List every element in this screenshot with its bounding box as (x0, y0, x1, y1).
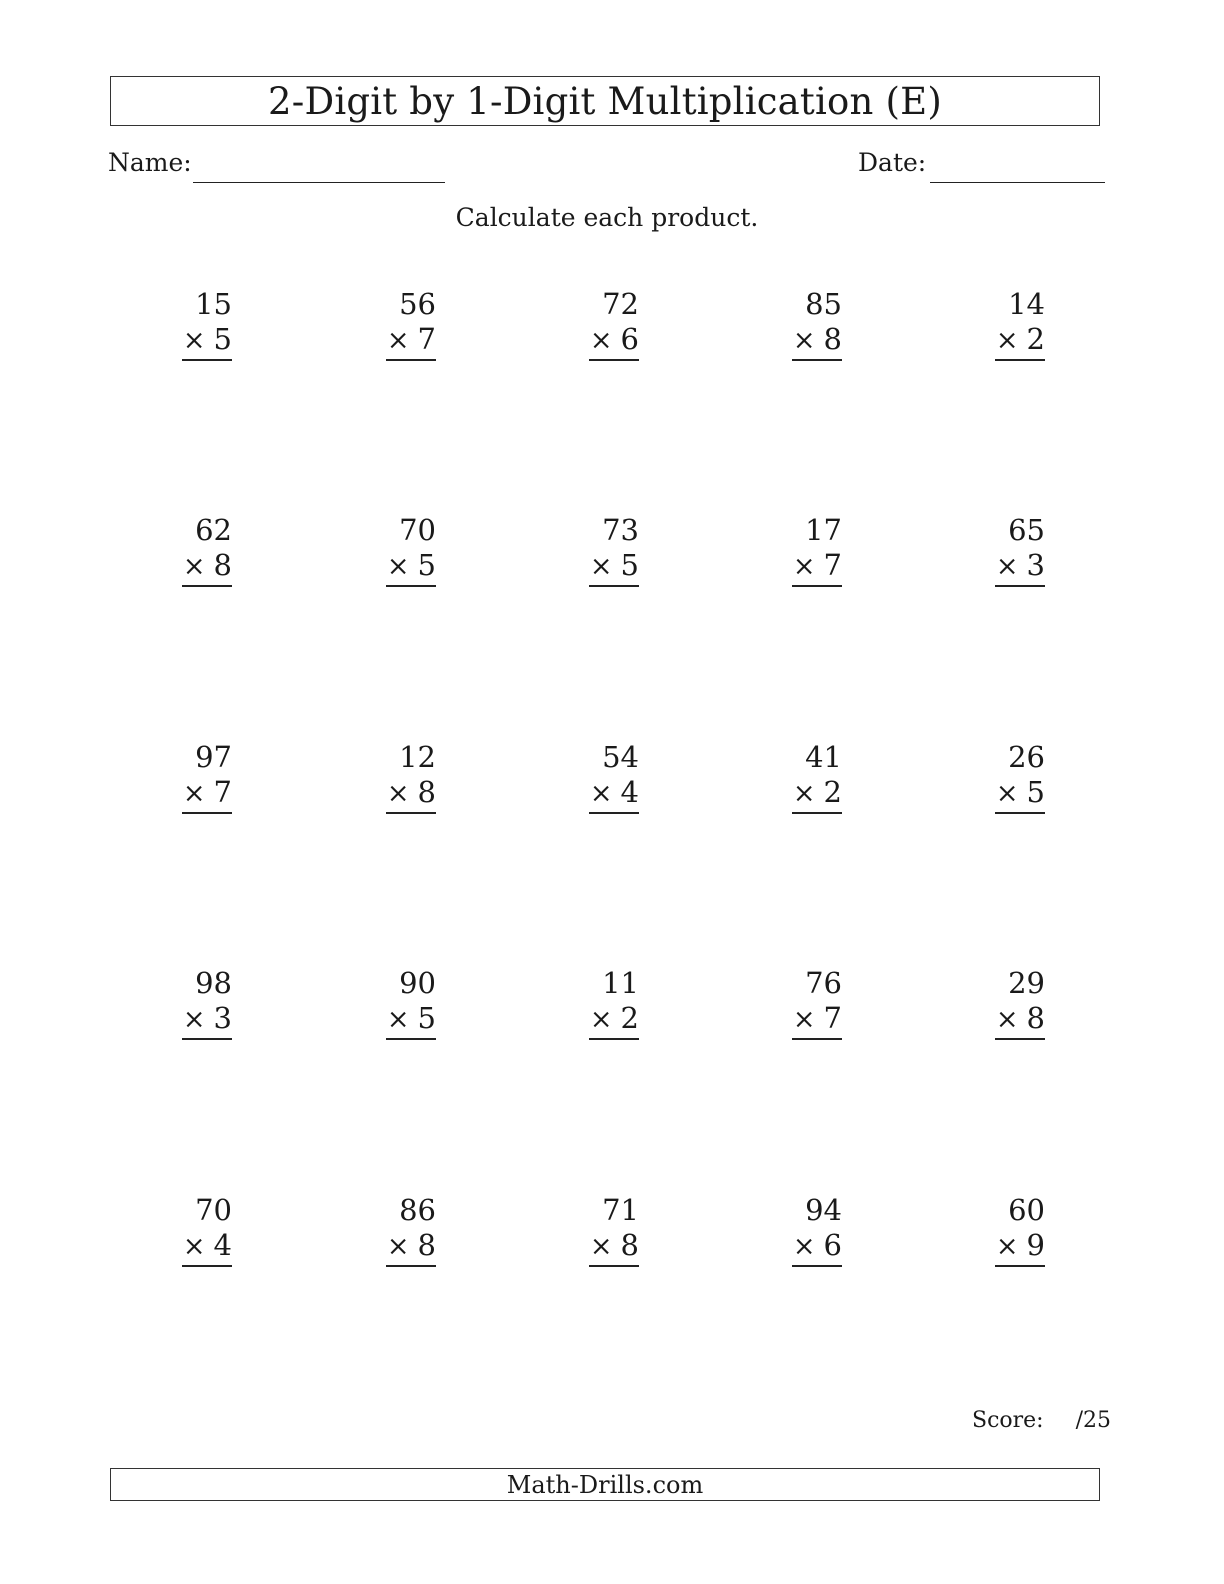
multiplier-row (183, 322, 232, 358)
multiplier-row (793, 1001, 842, 1037)
problem-10 (935, 513, 1045, 593)
multiplier-row (996, 1001, 1045, 1037)
multiplier-row (387, 1228, 436, 1264)
multiplier: 5 (213, 322, 232, 356)
multiplier: 5 (620, 548, 639, 582)
times-icon: × (589, 325, 613, 356)
multiplicand: 70 (399, 513, 436, 547)
times-icon: × (386, 1231, 410, 1262)
answer-line (995, 1265, 1045, 1267)
multiplicand: 94 (805, 1193, 842, 1227)
times-icon: × (995, 1004, 1019, 1035)
answer-line (995, 585, 1045, 587)
answer-line (589, 359, 639, 361)
multiplicand: 56 (399, 287, 436, 321)
problem-16 (122, 966, 232, 1046)
multiplier: 7 (213, 775, 232, 809)
times-icon: × (182, 1231, 206, 1262)
multiplicand: 65 (1008, 513, 1045, 547)
problem-6 (122, 513, 232, 593)
multiplier-row (183, 1001, 232, 1037)
answer-line (792, 1265, 842, 1267)
problem-15 (935, 740, 1045, 820)
multiplicand: 98 (195, 966, 232, 1000)
times-icon: × (182, 778, 206, 809)
problem-21 (122, 1193, 232, 1273)
multiplicand: 73 (602, 513, 639, 547)
multiplicand: 54 (602, 740, 639, 774)
multiplier: 7 (823, 548, 842, 582)
score-label: Score: (972, 1408, 1044, 1433)
times-icon: × (792, 325, 816, 356)
times-icon: × (182, 325, 206, 356)
problem-9 (732, 513, 842, 593)
multiplicand: 29 (1008, 966, 1045, 1000)
times-icon: × (182, 1004, 206, 1035)
answer-line (386, 585, 436, 587)
problem-19 (732, 966, 842, 1046)
multiplier: 6 (823, 1228, 842, 1262)
times-icon: × (589, 1004, 613, 1035)
multiplier: 8 (823, 322, 842, 356)
answer-line (792, 812, 842, 814)
times-icon: × (386, 551, 410, 582)
multiplier-row (387, 1001, 436, 1037)
answer-line (182, 359, 232, 361)
answer-line (995, 1038, 1045, 1040)
multiplier-row (996, 1228, 1045, 1264)
footer-box (110, 1468, 1100, 1501)
answer-line (589, 1038, 639, 1040)
multiplier-row (590, 548, 639, 584)
problem-18 (529, 966, 639, 1046)
multiplicand: 86 (399, 1193, 436, 1227)
multiplier: 4 (213, 1228, 232, 1262)
worksheet-title: 2-Digit by 1-Digit Multiplication (E) (268, 79, 942, 123)
times-icon: × (386, 1004, 410, 1035)
times-icon: × (792, 778, 816, 809)
multiplier-row (183, 1228, 232, 1264)
times-icon: × (792, 1004, 816, 1035)
multiplier-row (793, 548, 842, 584)
times-icon: × (386, 778, 410, 809)
multiplier-row (183, 775, 232, 811)
times-icon: × (589, 778, 613, 809)
times-icon: × (792, 1231, 816, 1262)
answer-line (589, 1265, 639, 1267)
multiplier: 4 (620, 775, 639, 809)
problem-2 (326, 287, 436, 367)
times-icon: × (182, 551, 206, 582)
problem-3 (529, 287, 639, 367)
problem-22 (326, 1193, 436, 1273)
multiplier-row (793, 322, 842, 358)
problem-14 (732, 740, 842, 820)
answer-line (182, 1265, 232, 1267)
times-icon: × (995, 778, 1019, 809)
problem-12 (326, 740, 436, 820)
multiplier: 8 (417, 775, 436, 809)
multiplier-row (183, 548, 232, 584)
problem-13 (529, 740, 639, 820)
answer-line (182, 812, 232, 814)
multiplier-row (793, 1228, 842, 1264)
multiplier-row (387, 548, 436, 584)
problem-4 (732, 287, 842, 367)
multiplier: 3 (213, 1001, 232, 1035)
multiplier-row (996, 548, 1045, 584)
answer-line (995, 812, 1045, 814)
times-icon: × (995, 325, 1019, 356)
multiplier: 8 (417, 1228, 436, 1262)
multiplier-row (387, 322, 436, 358)
multiplier-row (996, 322, 1045, 358)
answer-line (995, 359, 1045, 361)
answer-line (589, 585, 639, 587)
name-label: Name: (108, 148, 192, 177)
problem-5 (935, 287, 1045, 367)
multiplier: 7 (417, 322, 436, 356)
multiplier: 2 (1026, 322, 1045, 356)
problem-8 (529, 513, 639, 593)
multiplier: 5 (1026, 775, 1045, 809)
multiplicand: 41 (805, 740, 842, 774)
times-icon: × (589, 551, 613, 582)
multiplicand: 11 (602, 966, 639, 1000)
problem-25 (935, 1193, 1045, 1273)
multiplier: 6 (620, 322, 639, 356)
answer-line (386, 1265, 436, 1267)
multiplicand: 85 (805, 287, 842, 321)
multiplicand: 15 (195, 287, 232, 321)
multiplicand: 70 (195, 1193, 232, 1227)
answer-line (386, 359, 436, 361)
multiplier-row (590, 322, 639, 358)
multiplicand: 26 (1008, 740, 1045, 774)
multiplicand: 17 (805, 513, 842, 547)
multiplier-row (590, 1001, 639, 1037)
multiplier-row (793, 775, 842, 811)
score-total: /25 (1075, 1408, 1111, 1433)
multiplier: 2 (823, 775, 842, 809)
score (972, 1408, 1111, 1433)
multiplier-row (590, 775, 639, 811)
multiplicand: 72 (602, 287, 639, 321)
multiplier: 5 (417, 1001, 436, 1035)
multiplier-row (387, 775, 436, 811)
answer-line (386, 1038, 436, 1040)
times-icon: × (995, 1231, 1019, 1262)
times-icon: × (995, 551, 1019, 582)
multiplier-row (590, 1228, 639, 1264)
problem-1 (122, 287, 232, 367)
problem-20 (935, 966, 1045, 1046)
times-icon: × (792, 551, 816, 582)
answer-line (182, 1038, 232, 1040)
multiplicand: 90 (399, 966, 436, 1000)
answer-line (792, 359, 842, 361)
multiplicand: 76 (805, 966, 842, 1000)
multiplier: 8 (213, 548, 232, 582)
multiplier: 2 (620, 1001, 639, 1035)
instructions: Calculate each product. (455, 203, 759, 232)
multiplier-row (996, 775, 1045, 811)
problem-17 (326, 966, 436, 1046)
problem-23 (529, 1193, 639, 1273)
multiplier: 5 (417, 548, 436, 582)
footer-text: Math-Drills.com (506, 1470, 704, 1499)
multiplicand: 97 (195, 740, 232, 774)
multiplier: 7 (823, 1001, 842, 1035)
answer-line (386, 812, 436, 814)
answer-line (792, 585, 842, 587)
multiplier: 8 (1026, 1001, 1045, 1035)
answer-line (182, 585, 232, 587)
multiplier: 8 (620, 1228, 639, 1262)
multiplier: 9 (1026, 1228, 1045, 1262)
answer-line (792, 1038, 842, 1040)
multiplier: 3 (1026, 548, 1045, 582)
multiplicand: 14 (1008, 287, 1045, 321)
multiplicand: 12 (399, 740, 436, 774)
problem-7 (326, 513, 436, 593)
multiplicand: 71 (602, 1193, 639, 1227)
date-label: Date: (858, 148, 927, 177)
times-icon: × (589, 1231, 613, 1262)
multiplicand: 60 (1008, 1193, 1045, 1227)
problem-24 (732, 1193, 842, 1273)
problem-11 (122, 740, 232, 820)
answer-line (589, 812, 639, 814)
times-icon: × (386, 325, 410, 356)
multiplicand: 62 (195, 513, 232, 547)
